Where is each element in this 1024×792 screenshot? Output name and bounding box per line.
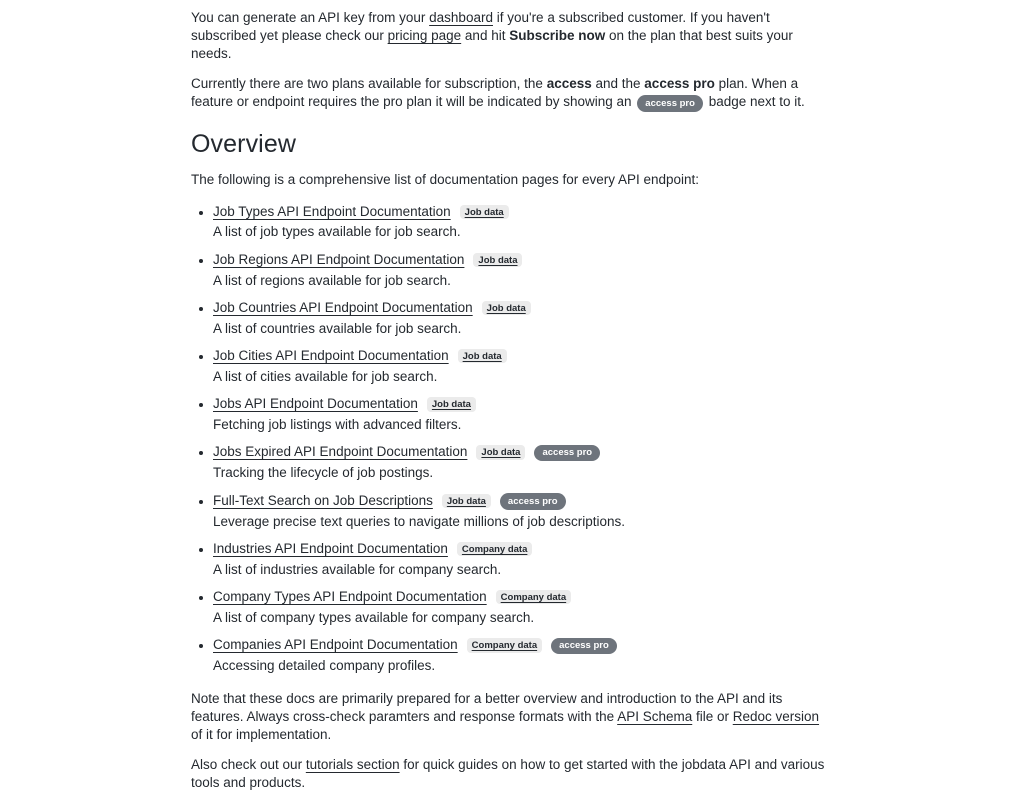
access-pro-badge-inline: access pro <box>637 95 703 112</box>
redoc-version-link[interactable]: Redoc version <box>732 708 820 724</box>
endpoint-description: A list of company types available for company search. <box>213 609 535 625</box>
endpoint-description: A list of countries available for job search. <box>213 320 462 336</box>
job-data-badge[interactable]: Job data <box>427 397 476 412</box>
endpoint-description: Leverage precise text queries to navigate millions of job descriptions. <box>213 513 625 529</box>
company-data-badge[interactable]: Company data <box>467 638 542 653</box>
note-paragraph <box>191 690 833 743</box>
list-item <box>213 203 833 242</box>
intro-p1-text-3: and hit <box>461 27 510 43</box>
endpoint-link[interactable]: Job Cities API Endpoint Documentation <box>213 347 449 363</box>
badges <box>487 589 571 604</box>
api-schema-link[interactable]: API Schema <box>617 708 693 724</box>
job-data-badge[interactable]: Job data <box>460 205 509 220</box>
also-text-1: Also check out our <box>191 757 306 773</box>
intro-p2-text-1: Currently there are two plans available for subscription, the <box>191 76 547 92</box>
list-item <box>213 299 833 338</box>
intro-paragraph-2 <box>191 75 833 111</box>
endpoint-link[interactable]: Company Types API Endpoint Documentation <box>213 588 487 604</box>
endpoint-description: A list of job types available for job search. <box>213 224 461 240</box>
badges <box>451 204 509 219</box>
endpoint-description: A list of cities available for job search. <box>213 368 438 384</box>
note-text-3: of it for implementation. <box>191 726 332 742</box>
badges <box>458 637 617 652</box>
subscribe-now-text: Subscribe now <box>509 27 606 43</box>
job-data-badge[interactable]: Job data <box>482 301 531 316</box>
list-intro-paragraph: The following is a comprehensive list of documentation pages for every API endpoint: <box>191 171 700 187</box>
badges <box>418 396 476 411</box>
badges <box>449 348 507 363</box>
company-data-badge[interactable]: Company data <box>496 590 571 605</box>
badges <box>473 300 531 315</box>
badges <box>433 493 566 508</box>
endpoint-link[interactable]: Job Types API Endpoint Documentation <box>213 203 451 219</box>
endpoint-description: Tracking the lifecycle of job postings. <box>213 465 434 481</box>
endpoint-description: Accessing detailed company profiles. <box>213 658 436 674</box>
note-text-1: Note that these docs are primarily prepared for a better overview and introduction to the API and its features. Always cross-check paramters and response formats with the <box>191 690 783 724</box>
access-plan-text: access <box>546 76 592 92</box>
company-data-badge[interactable]: Company data <box>457 542 532 557</box>
dashboard-link[interactable]: dashboard <box>429 10 493 25</box>
list-item <box>213 443 833 482</box>
intro-paragraph-1 <box>191 9 833 62</box>
job-data-badge[interactable]: Job data <box>442 494 491 509</box>
access-pro-badge[interactable]: access pro <box>500 493 566 510</box>
docs-content-column <box>191 0 833 792</box>
endpoint-link[interactable]: Jobs Expired API Endpoint Documentation <box>213 444 468 460</box>
list-item <box>213 347 833 386</box>
intro-p1-text-2: if you're a subscribed customer. If you haven't subscribed yet please check our <box>191 10 770 43</box>
badges <box>464 252 522 267</box>
endpoint-description: Fetching job listings with advanced filters. <box>213 416 462 432</box>
note-text-2: file or <box>692 708 733 724</box>
endpoint-link[interactable]: Jobs API Endpoint Documentation <box>213 396 418 412</box>
list-item <box>213 636 833 675</box>
tutorials-section-link[interactable]: tutorials section <box>305 757 400 773</box>
endpoint-description: A list of industries available for company search. <box>213 561 502 577</box>
access-pro-plan-text: access pro <box>644 76 715 92</box>
badges <box>448 541 532 556</box>
list-item <box>213 540 833 579</box>
also-paragraph <box>191 756 833 792</box>
access-pro-badge[interactable]: access pro <box>551 638 617 655</box>
intro-p2-text-2: and the <box>591 76 645 92</box>
intro-p1-text-4: on the plan that best suits your needs. <box>191 27 793 61</box>
list-item <box>213 588 833 627</box>
endpoint-link[interactable]: Full-Text Search on Job Descriptions <box>213 492 433 508</box>
list-item <box>213 492 833 531</box>
endpoint-link[interactable]: Industries API Endpoint Documentation <box>213 540 448 556</box>
badges <box>467 444 600 459</box>
job-data-badge[interactable]: Job data <box>476 445 525 460</box>
overview-heading: Overview <box>191 129 296 158</box>
job-data-badge[interactable]: Job data <box>458 349 507 364</box>
list-item <box>213 251 833 290</box>
endpoint-link[interactable]: Job Regions API Endpoint Documentation <box>213 251 465 267</box>
job-data-badge[interactable]: Job data <box>473 253 522 268</box>
endpoint-description: A list of regions available for job search. <box>213 272 451 288</box>
intro-p2-text-4: badge next to it. <box>704 94 805 110</box>
intro-p2-text-3: plan. When a feature or endpoint requires the pro plan it will be indicated by showing an <box>191 76 799 110</box>
endpoint-list <box>191 203 833 675</box>
access-pro-badge[interactable]: access pro <box>534 445 600 462</box>
endpoint-link[interactable]: Job Countries API Endpoint Documentation <box>213 299 473 315</box>
pricing-page-link[interactable]: pricing page <box>387 27 462 43</box>
list-item <box>213 395 833 434</box>
intro-p1-text-1: You can generate an API key from your <box>191 10 430 25</box>
endpoint-link[interactable]: Companies API Endpoint Documentation <box>213 637 458 653</box>
also-text-2: for quick guides on how to get started with the jobdata API and various tools and products. <box>191 757 825 791</box>
